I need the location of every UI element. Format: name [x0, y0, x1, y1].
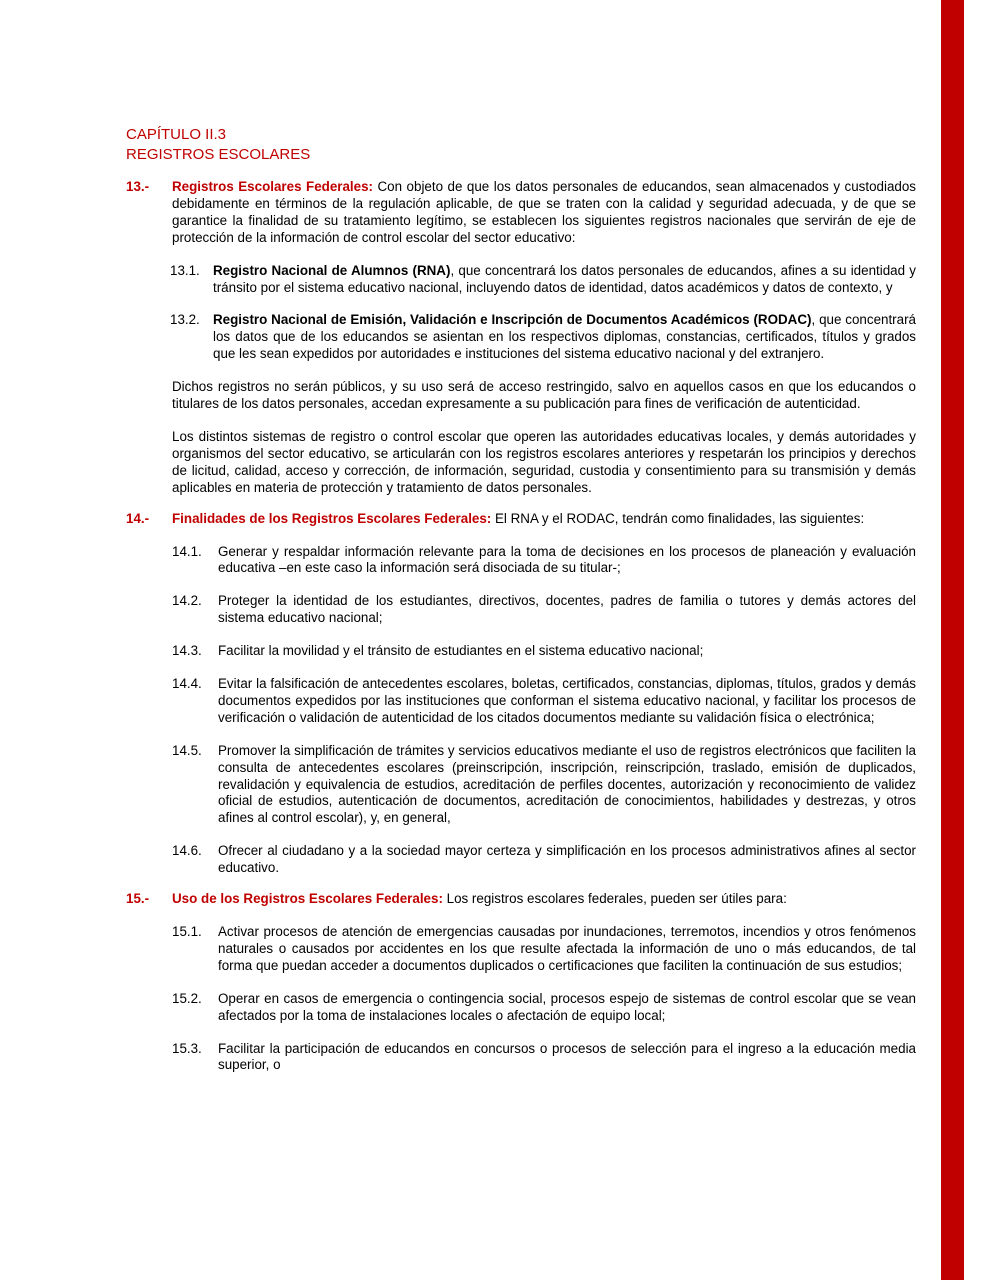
list-item	[126, 312, 916, 363]
paragraph: Dichos registros no serán públicos, y su uso será de acceso restringido, salvo en aquellos casos en que los educandos o titulares de los datos personales, accedan expresamente a su publicación para fines de verificación de autenticidad.	[172, 379, 916, 412]
section-15	[126, 891, 916, 908]
section-number: 14.-	[126, 510, 150, 526]
document-page	[126, 125, 916, 1074]
section-14	[126, 511, 916, 528]
list-item	[126, 676, 916, 727]
item-text: , que concentrará los datos personales de educandos, afines a su identidad y tránsito por el sistema educativo nacional, incluyendo datos de identidad, datos académicos y datos de contexto, y	[213, 262, 916, 295]
chapter-number: CAPÍTULO II.3	[126, 126, 227, 143]
list-item	[126, 924, 916, 975]
section-text: El RNA y el RODAC, tendrán como finalidades, las siguientes:	[491, 510, 865, 526]
item-number: 14.4.	[172, 676, 202, 692]
item-text: Evitar la falsificación de antecedentes escolares, boletas, certificados, constancias, diplomas, títulos, grados y demás documentos expedidos por las instituciones que conforman el sistema educativo nacional, y facilitar los procesos de verificación o validación de autenticidad de los citados documentos mediante su validación física o electrónica;	[218, 676, 916, 725]
item-bold-text: Registro Nacional de Alumnos (RNA)	[213, 262, 451, 278]
section-title: Registros Escolares Federales:	[172, 179, 374, 194]
item-number: 14.1.	[172, 543, 202, 559]
item-number: 14.5.	[172, 742, 202, 758]
list-item	[126, 843, 916, 877]
section-number: 15.-	[126, 891, 150, 907]
item-number: 15.3.	[172, 1040, 202, 1056]
section-title: Uso de los Registros Escolares Federales:	[172, 891, 443, 907]
item-text: Proteger la identidad de los estudiantes, directivos, docentes, padres de familia o tutores y demás actores del sistema educativo nacional;	[218, 593, 916, 626]
paragraph: Los distintos sistemas de registro o control escolar que operen las autoridades educativas locales, y demás autoridades y organismos del sector educativo, se articularán con los registros escolares anteriores y respetarán los principios y derechos de licitud, calidad, acceso y corrección, de información, seguridad, custodia y consentimiento para su transmisión y demás aplicables en materia de protección y tratamiento de datos personales.	[172, 428, 916, 495]
chapter-heading	[126, 125, 916, 165]
section-title: Finalidades de los Registros Escolares Federales:	[172, 510, 492, 526]
item-number: 13.1.	[170, 262, 200, 278]
list-item	[126, 593, 916, 627]
item-text: Facilitar la movilidad y el tránsito de estudiantes en el sistema educativo nacional;	[218, 643, 704, 659]
section-13	[126, 179, 916, 247]
item-text: Activar procesos de atención de emergencias causadas por inundaciones, terremotos, incendios y otros fenómenos naturales o causados por accidentes en los que resulte afectada la información de uno o más educandos, de tal forma que puedan acceder a documentos duplicados o certificaciones que faciliten la continuación de sus estudios;	[218, 924, 916, 973]
item-text: , que concentrará los datos que de los educandos se asientan en los respectivos diplomas, constancias, certificados, títulos y grados que les sean expedidos por autoridades e instituciones del sistema educativo nacional y del extranjero.	[213, 312, 916, 362]
item-number: 14.3.	[172, 643, 202, 659]
list-item	[126, 991, 916, 1025]
list-item	[126, 643, 916, 660]
item-text: Facilitar la participación de educandos en concursos o procesos de selección para el ingreso a la educación media superior, o	[218, 1040, 916, 1073]
item-number: 15.1.	[172, 924, 202, 939]
section-text: Con objeto de que los datos personales de educandos, sean almacenados y custodiados debidamente en términos de la regulación aplicable, de que se traten con la calidad y seguridad adecuada, y de que se garantice la finalidad de su tratamiento legítimo, se establecen los siguientes registros nacionales que servirán de eje de protección de la información de control escolar del sector educativo:	[172, 179, 916, 245]
list-item	[126, 263, 916, 297]
item-bold-text: Registro Nacional de Emisión, Validación e Inscripción de Documentos Académicos (RODAC)	[213, 312, 812, 328]
item-number: 14.2.	[172, 593, 202, 609]
chapter-title: REGISTROS ESCOLARES	[126, 146, 311, 163]
list-item	[126, 544, 916, 578]
item-number: 14.6.	[172, 843, 202, 859]
page-edge-bar	[941, 0, 964, 1280]
item-text: Ofrecer al ciudadano y a la sociedad mayor certeza y simplificación en los procesos administrativos afines al sector educativo.	[218, 843, 916, 876]
section-text: Los registros escolares federales, pueden ser útiles para:	[442, 891, 787, 907]
item-text: Generar y respaldar información relevante para la toma de decisiones en los procesos de planeación y evaluación educativa –en este caso la información será disociada de su titular-;	[218, 543, 916, 576]
section-number: 13.-	[126, 179, 150, 194]
list-item	[126, 743, 916, 828]
item-number: 15.2.	[172, 990, 202, 1006]
item-number: 13.2.	[170, 312, 200, 328]
item-text: Promover la simplificación de trámites y servicios educativos mediante el uso de registros electrónicos que faciliten la consulta de antecedentes escolares (preinscripción, inscripción, reinscripción, traslado, emisión de duplicados, revalidación y equivalencia de estudios, acreditación de perfiles docentes, autorización y reconocimiento de validez oficial de estudios, autenticación de documentos, acreditación de conocimientos, habilidades y destrezas, y otros afines al control escolar), y, en general,	[218, 742, 916, 826]
item-text: Operar en casos de emergencia o contingencia social, procesos espejo de sistemas de control escolar que se vean afectados por la toma de instalaciones locales o afectación de equipo local;	[218, 990, 916, 1023]
list-item	[126, 1041, 916, 1075]
